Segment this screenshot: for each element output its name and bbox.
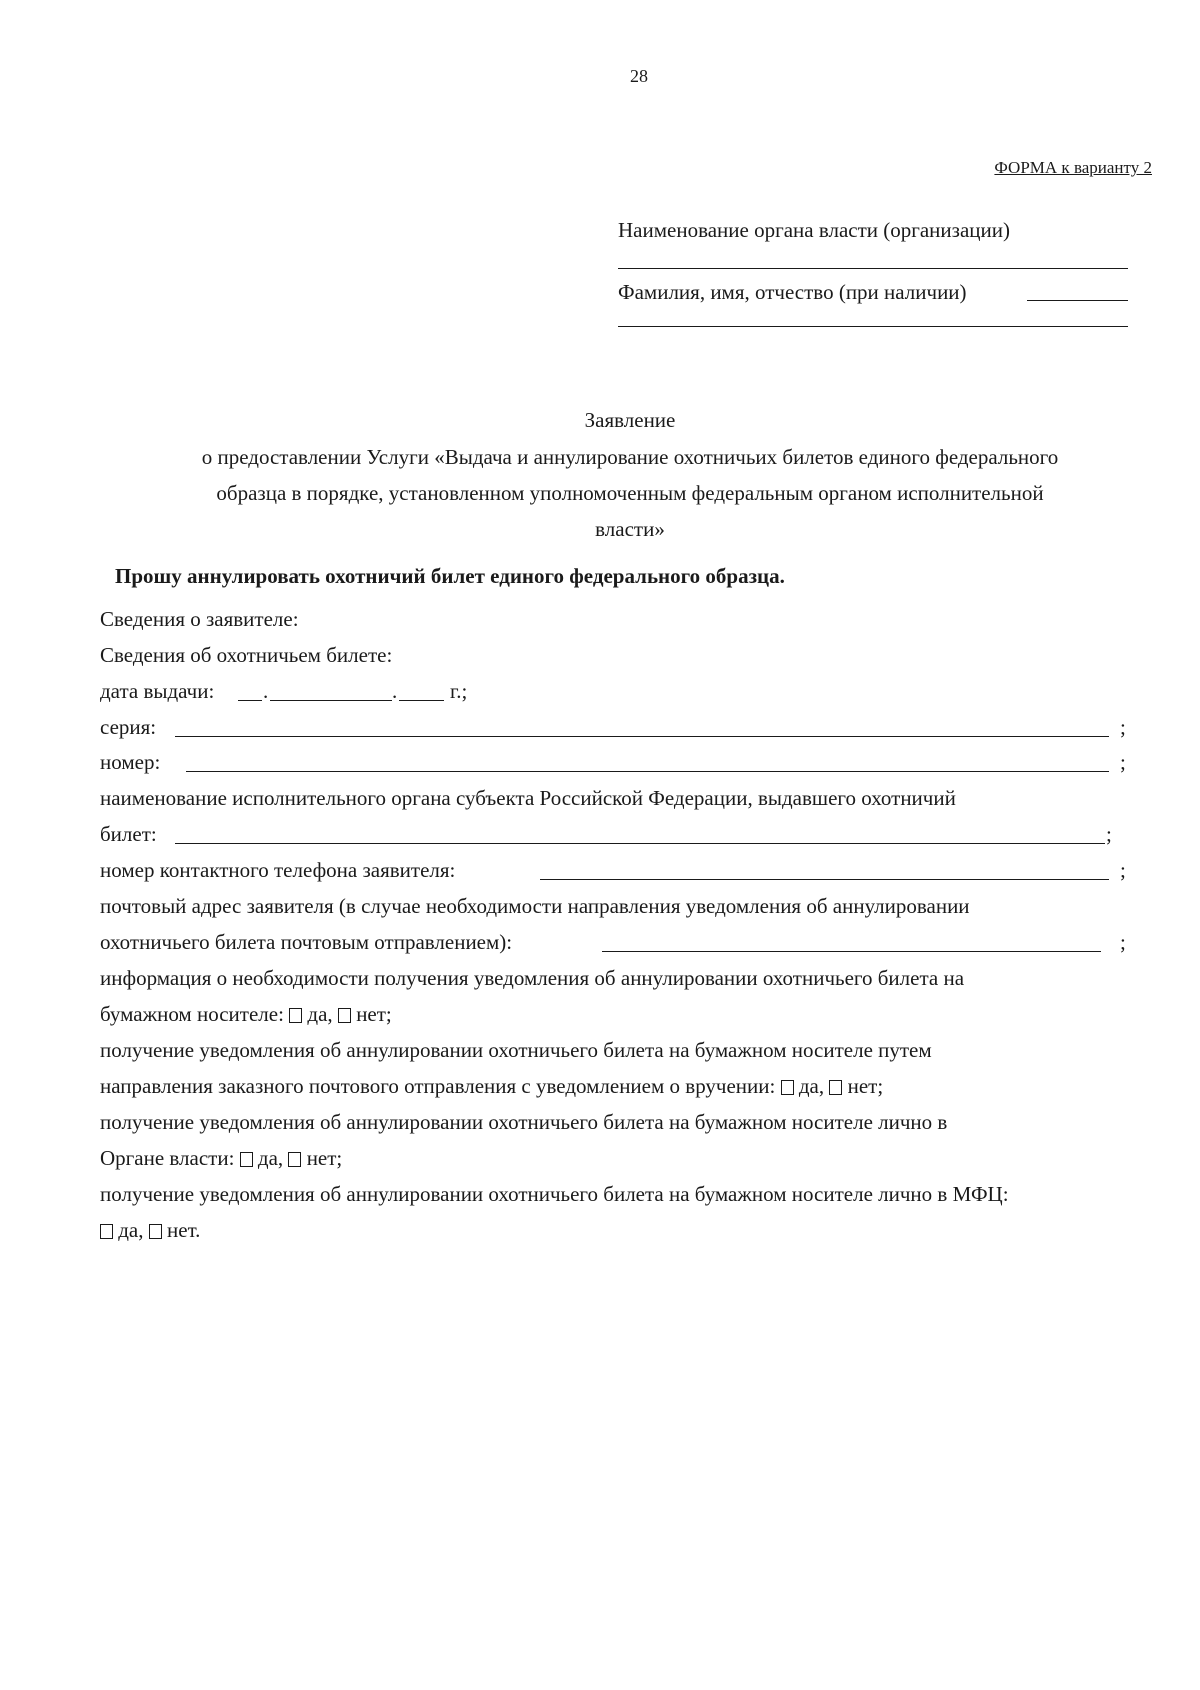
mfc-notice-yes-label: да, <box>118 1218 144 1242</box>
authority-name-label: Наименование органа власти (организации) <box>618 218 1010 242</box>
fio-field[interactable] <box>1027 300 1128 301</box>
request-statement: Прошу аннулировать охотничий билет единого федерального образца. <box>115 564 785 588</box>
paper-notice-line-1: информация о необходимости получения уведомления об аннулировании охотничьего билета на <box>100 966 965 990</box>
paper-notice-no-checkbox[interactable] <box>338 1008 351 1023</box>
fio-label: Фамилия, имя, отчество (при наличии) <box>618 280 967 304</box>
issue-date-dot-2: . <box>392 679 398 703</box>
ticket-info-heading: Сведения об охотничьем билете: <box>100 643 393 667</box>
issue-date-year-field[interactable] <box>399 700 444 701</box>
issue-date-month-field[interactable] <box>270 700 392 701</box>
service-title-line-2: образца в порядке, установленном уполномоченным федеральным органом исполнительной <box>216 481 1044 505</box>
authority-notice-yes-label: да, <box>257 1146 284 1170</box>
page-number: 28 <box>630 66 648 86</box>
paper-notice-yes-label: да, <box>307 1002 333 1026</box>
series-label: серия: <box>100 715 157 739</box>
number-label: номер: <box>100 750 161 774</box>
issue-date-dot-1: . <box>263 679 269 703</box>
postal-label-line-2: охотничьего билета почтовым отправлением): <box>100 930 513 954</box>
issue-date-suffix: г.; <box>450 679 468 703</box>
issuer-semicolon: ; <box>1106 822 1112 846</box>
issuer-label-line-2: билет: <box>100 822 157 846</box>
mail-notice-option <box>100 1074 883 1099</box>
phone-semicolon: ; <box>1120 858 1126 882</box>
paper-notice-yes-checkbox[interactable] <box>289 1008 302 1023</box>
mail-notice-yes-label: да, <box>798 1074 825 1098</box>
mail-notice-no-checkbox[interactable] <box>829 1080 842 1095</box>
authority-notice-label: Органе власти: <box>100 1146 235 1170</box>
postal-semicolon: ; <box>1120 930 1126 954</box>
mail-notice-label: направления заказного почтового отправления с уведомлением о вручении: <box>100 1074 776 1098</box>
issuer-label-line-1: наименование исполнительного органа субъекта Российской Федерации, выдавшего охотничий <box>100 786 956 810</box>
series-field[interactable] <box>175 736 1109 737</box>
paper-notice-no-label: нет; <box>356 1002 392 1026</box>
authority-notice-no-checkbox[interactable] <box>288 1152 301 1167</box>
authority-notice-line-1: получение уведомления об аннулировании охотничьего билета на бумажном носителе лично в <box>100 1110 948 1134</box>
paper-notice-option <box>100 1002 392 1027</box>
authority-notice-no-label: нет; <box>306 1146 343 1170</box>
service-title-line-3: власти» <box>595 517 665 541</box>
postal-address-field[interactable] <box>602 951 1101 952</box>
authority-notice-option <box>100 1146 342 1171</box>
mail-notice-yes-checkbox[interactable] <box>781 1080 794 1095</box>
mfc-notice-yes-checkbox[interactable] <box>100 1224 113 1239</box>
mail-notice-line-1: получение уведомления об аннулировании охотничьего билета на бумажном носителе путем <box>100 1038 932 1062</box>
number-semicolon: ; <box>1120 750 1126 774</box>
mail-notice-no-label: нет; <box>847 1074 884 1098</box>
form-variant-label: ФОРМА к варианту 2 <box>994 158 1152 177</box>
phone-field[interactable] <box>540 879 1109 880</box>
number-field[interactable] <box>186 771 1109 772</box>
document-title: Заявление <box>584 408 676 432</box>
series-semicolon: ; <box>1120 715 1126 739</box>
fio-field-continuation[interactable] <box>618 326 1128 327</box>
mfc-notice-no-label: нет. <box>167 1218 201 1242</box>
service-title-line-1: о предоставлении Услуги «Выдача и аннулирование охотничьих билетов единого федерального <box>201 445 1059 469</box>
mfc-notice-line-1: получение уведомления об аннулировании охотничьего билета на бумажном носителе лично в МФЦ: <box>100 1182 1009 1206</box>
issue-date-label: дата выдачи: <box>100 679 215 703</box>
phone-label: номер контактного телефона заявителя: <box>100 858 456 882</box>
issuer-field[interactable] <box>175 843 1105 844</box>
paper-notice-label: бумажном носителе: <box>100 1002 284 1026</box>
issue-date-day-field[interactable] <box>238 700 262 701</box>
authority-notice-yes-checkbox[interactable] <box>240 1152 253 1167</box>
applicant-info-heading: Сведения о заявителе: <box>100 607 299 631</box>
mfc-notice-option <box>100 1218 200 1243</box>
mfc-notice-no-checkbox[interactable] <box>149 1224 162 1239</box>
authority-name-field[interactable] <box>618 268 1128 269</box>
postal-label-line-1: почтовый адрес заявителя (в случае необходимости направления уведомления об аннулировании <box>100 894 970 918</box>
